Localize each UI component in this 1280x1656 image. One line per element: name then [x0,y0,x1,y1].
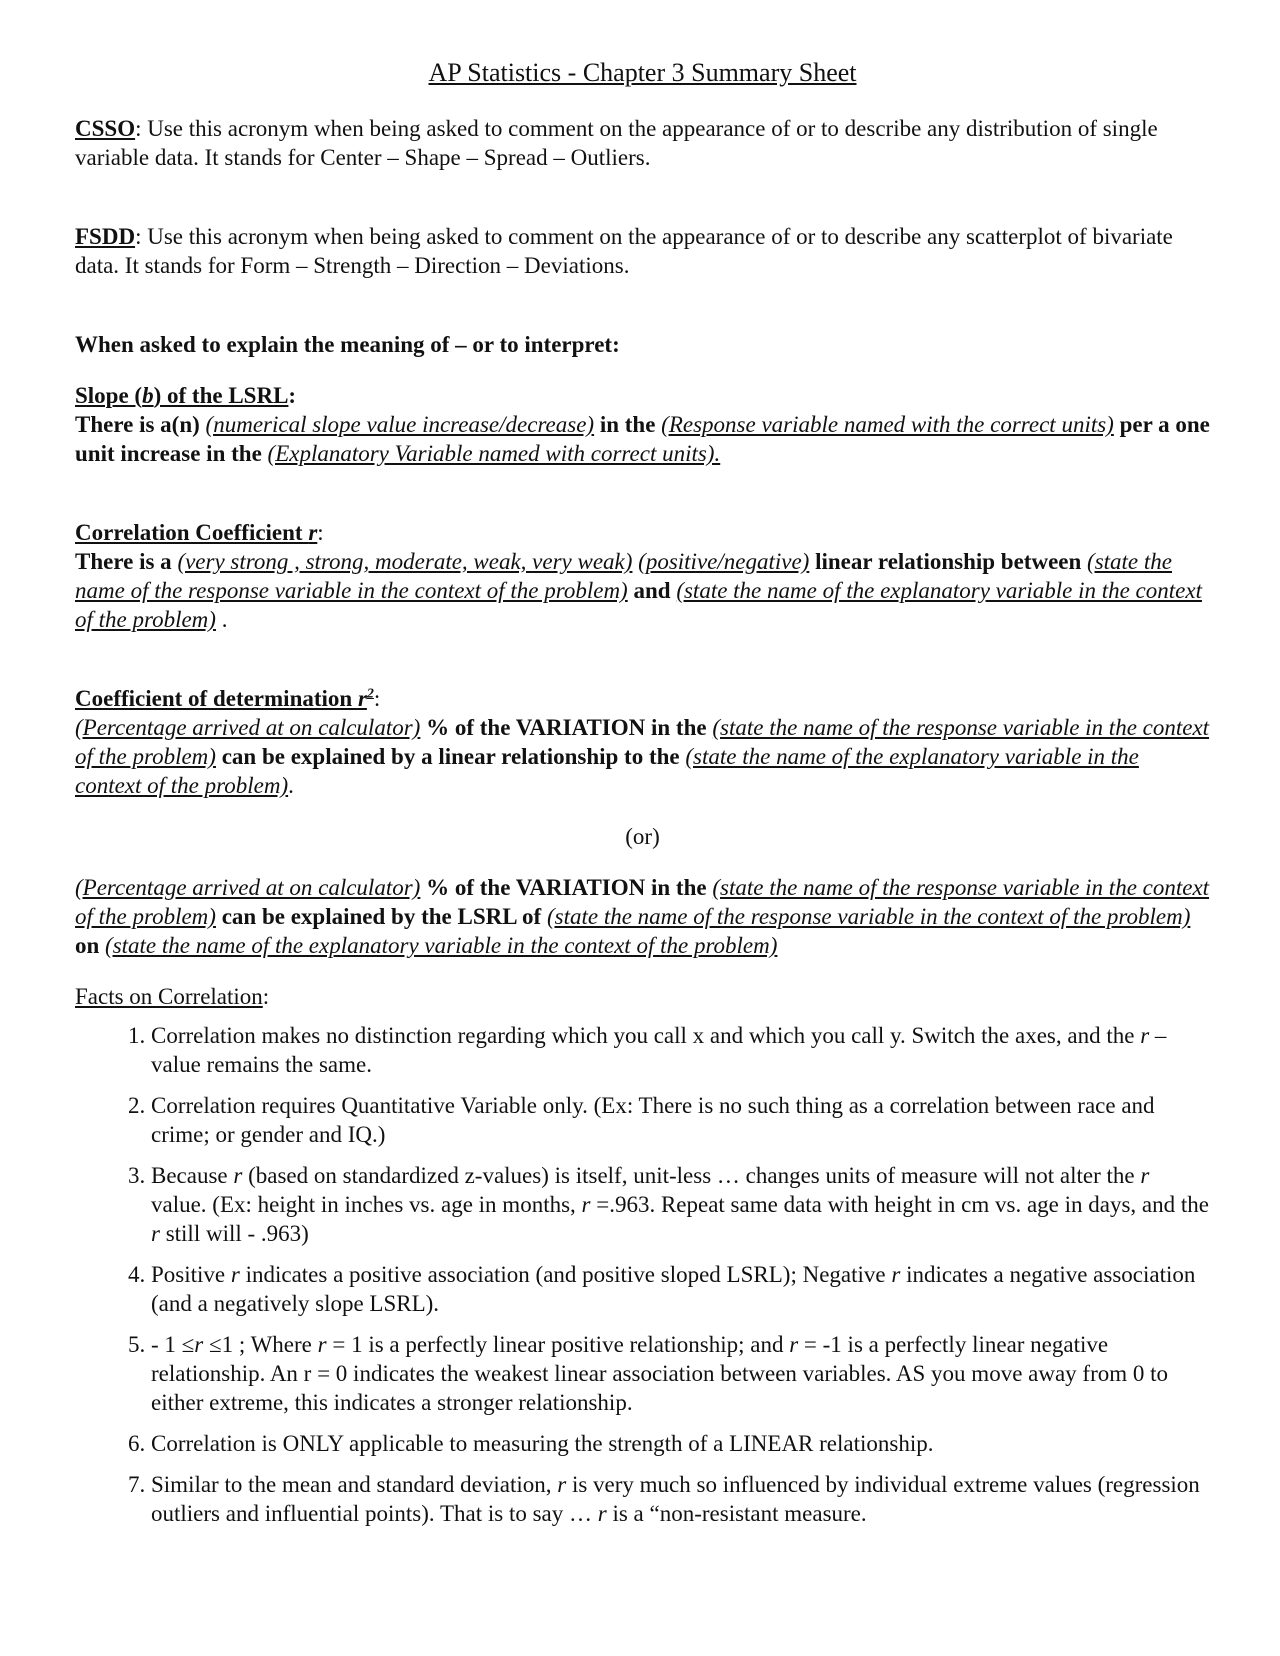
facts-heading: Facts on Correlation: [75,984,270,1009]
fsdd-term: FSDD [75,224,136,249]
list-item: 2. Correlation requires Quantitative Variable only. (Ex: There is no such thing as a correlation between race and crime; or gender and IQ.) [151,1091,1210,1149]
slope-heading: Slope (b) of the LSRL: [75,383,297,408]
facts-list [75,1021,1210,1528]
interpret-heading: When asked to explain the meaning of – or to interpret: [75,332,620,357]
determination-heading: Coefficient of determination $r^2$: [75,686,381,711]
or-separator: (or) [625,824,660,849]
correlation-heading: Correlation Coefficient r: [75,520,324,545]
fsdd-text: : Use this acronym when being asked to comment on the appearance of or to describe any scatterplot of bivariate data. It stands for Form – Strength – Direction – Deviations. [75,224,1173,278]
csso-paragraph [75,114,1210,172]
list-item: 1. Correlation makes no distinction regarding which you call x and which you call y. Switch the axes, and the r – value remains the same. [151,1021,1210,1079]
list-item: 7. Similar to the mean and standard deviation, r is very much so influenced by individual extreme values (regression outliers and influential points). That is to say … r is a “non-resistant measure. [151,1470,1210,1528]
list-item: 3. Because r (based on standardized z-values) is itself, unit-less … changes units of measure will not alter the r value. (Ex: height in inches vs. age in months, r =.963. Repeat same data with height in cm vs. age in days, and the r still will - .963) [151,1161,1210,1248]
csso-term: CSSO [75,116,136,141]
list-item: 6. Correlation is ONLY applicable to measuring the strength of a LINEAR relationship. [151,1429,1210,1458]
fsdd-paragraph [75,222,1210,280]
page-title: AP Statistics - Chapter 3 Summary Sheet [428,58,857,87]
determination-interpretation-a: (Percentage arrived at on calculator) % of the VARIATION in the (state the name of the response variable in the context of the problem) can be explained by a linear relationship to the (state the name of the explanatory variable in the context of the problem). [75,715,1210,798]
list-item: 5. - 1 ≤r ≤1 ; Where r = 1 is a perfectly linear positive relationship; and r = -1 is a perfectly linear negative relationship. An r = 0 indicates the weakest linear association between variables. AS you move away from 0 to either extreme, this indicates a stronger relationship. [151,1330,1210,1417]
correlation-interpretation: There is a (very strong , strong, moderate, weak, very weak) (positive/negative) linear relationship between (state the name of the response variable in the context of the problem) and (state the name of the explanatory variable in the context of the problem) . [75,549,1202,632]
document-page [75,56,1210,1540]
list-item: 4. Positive r indicates a positive association (and positive sloped LSRL); Negative r indicates a negative association (and a negatively slope LSRL). [151,1260,1210,1318]
determination-interpretation-b: (Percentage arrived at on calculator) % of the VARIATION in the (state the name of the response variable in the context of the problem) can be explained by the LSRL of (state the name of the response variable in the context of the problem) on (state the name of the explanatory variable in the context of the problem) [75,875,1210,958]
csso-text: : Use this acronym when being asked to comment on the appearance of or to describe any distribution of single variable data. It stands for Center – Shape – Spread – Outliers. [75,116,1158,170]
slope-interpretation: There is a(n) (numerical slope value increase/decrease) in the (Response variable named with the correct units) per a one unit increase in the (Explanatory Variable named with correct units). [75,412,1210,466]
